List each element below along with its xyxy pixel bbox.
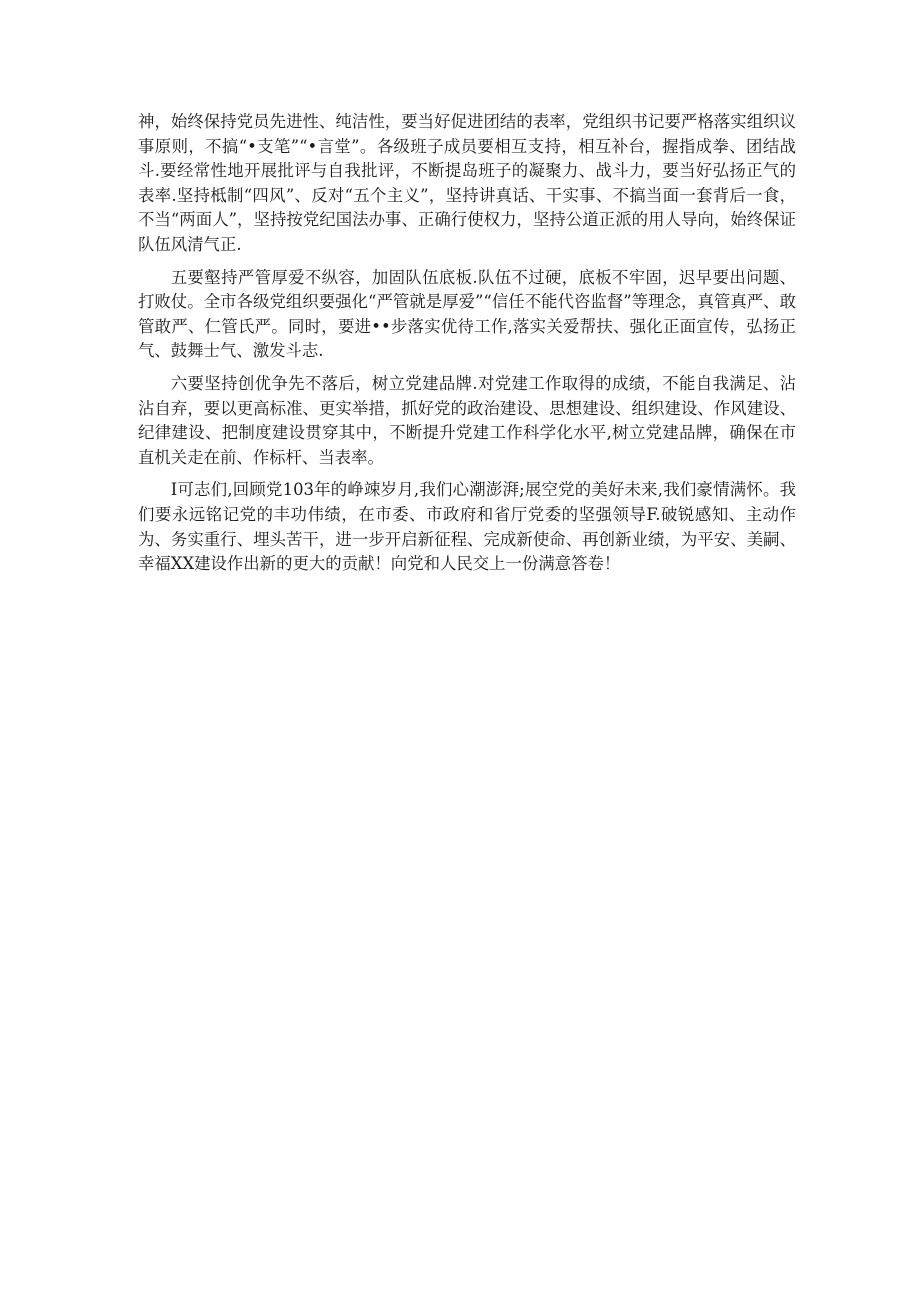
paragraph-continuation: 神，始终保持党员先进性、纯洁性，要当好促进团结的表率，党组织书记要严格落实组织议事原则，不搞“•支笔”“•言堂”。各级班子成员要相互支持，相互补台，握指成拳、团结战斗.要经常性地开展批评与自我批评，不断提岛班子的凝聚力、战斗力，要当好弘扬正气的表率.坚持柢制“四风”、反对“五个主义”，坚持讲真话、干实事、不搞当面一套背后一食，不当“两面人”，坚持按党纪国法办事、正确行使权力，坚持公道正派的用人导向，始终保证队伍风清气正.: [138, 112, 796, 254]
paragraph-six: 六要坚持创优争先不落后，树立党建品牌.对党建工作取得的成绩，不能自我满足、沾沾自弃，要以更高标准、更实举措，抓好党的政治建设、思想建设、组织建设、作风建设、纪律建设、把制度建设贯穿其中，不断提升党建工作科学化水平,树立党建品牌，确保在市直机关走在前、作标杆、当表率。: [138, 373, 796, 467]
paragraph-closing: I可志们,回顾党103年的峥竦岁月,我们心潮澎湃;展空党的美好未来,我们豪情满怀。我们要永远铭记党的丰功伟绩，在市委、市政府和省厅党委的坚强领导F.破锐感知、主动作为、务实重行、埋头苦干，进一步开启新征程、完成新使命、再创新业绩，为平安、美嗣、幸福XX建设作出新的更大的贡献！向党和人民交上一份满意答卷！: [138, 480, 796, 574]
paragraph-five: 五要壑持严管厚爱不纵容，加固队伍底板.队伍不过硬，底板不牢固，迟早要出问题、打败仗。全市各级党组织要强化“严管就是厚爱”“信任不能代咨监督”等理念，真管真严、敢管敢严、仁管氏严。同时，要进••步落实优待工作,落实关爱帮扶、强化正面宣传，弘扬正气、鼓舞士气、激发斗志.: [138, 267, 796, 361]
document-body: [138, 110, 796, 585]
